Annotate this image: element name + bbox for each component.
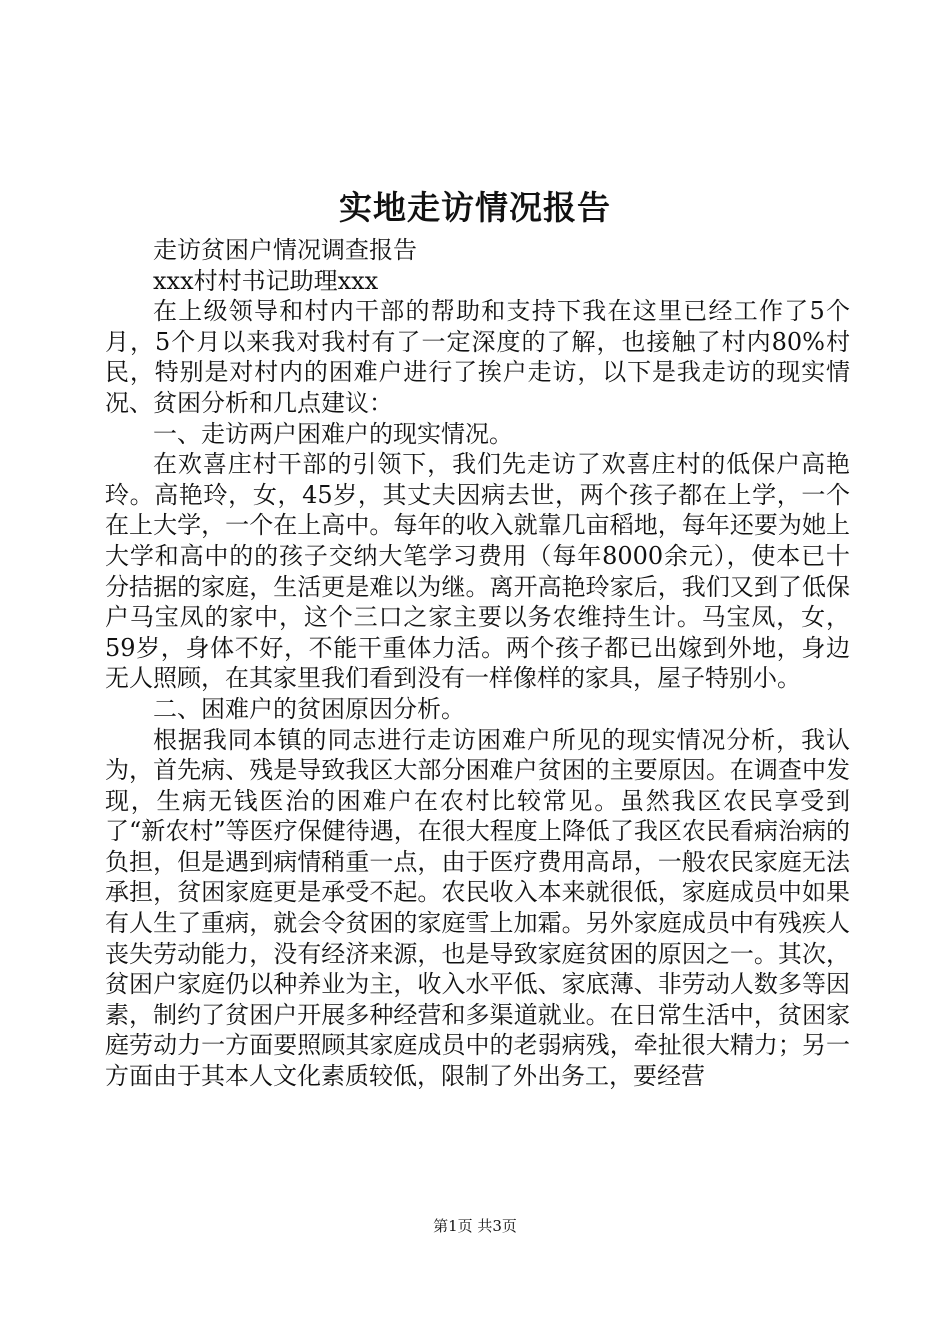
document-title: 实地走访情况报告	[339, 188, 611, 227]
body-paragraph: 在欢喜庄村干部的引领下，我们先走访了欢喜庄村的低保户高艳玲。高艳玲，女，45岁，其丈夫因病去世，两个孩子都在上学，一个在上大学，一个在上高中。每年的收入就靠几亩稻地，每年还要为她上大学和高中的的孩子交纳大笔学习费用（每年8000余元），使本已十分拮据的家庭，生活更是难以为继。离开高艳玲家后，我们又到了低保户马宝凤的家中，这个三口之家主要以务农维持生计。马宝凤，女，59岁，身体不好，不能干重体力活。两个孩子都已出嫁到外地，身边无人照顾，在其家里我们看到没有一样像样的家具，屋子特别小。	[105, 450, 850, 693]
report-subtitle: 走访贫困户情况调查报告	[153, 236, 417, 264]
section-heading: 二、困难户的贫困原因分析。	[153, 694, 465, 723]
document-body	[105, 235, 850, 1092]
page-number: 第1页 共3页	[433, 1217, 517, 1235]
body-paragraph: 在上级领导和村内干部的帮助和支持下我在这里已经工作了5个月，5个月以来我对我村有了一定深度的了解，也接触了村内80%村民，特别是对村内的困难户进行了挨户走访，以下是我走访的现实情况、贫困分析和几点建议：	[105, 297, 850, 417]
section-heading: 一、走访两户困难户的现实情况。	[153, 419, 513, 448]
author-line: xxx村村书记助理xxx	[153, 266, 379, 295]
body-paragraph: 根据我同本镇的同志进行走访困难户所见的现实情况分析，我认为，首先病、残是导致我区大部分困难户贫困的主要原因。在调查中发现，生病无钱医治的困难户在农村比较常见。虽然我区农民享受到了“新农村”等医疗保健待遇，在很大程度上降低了我区农民看病治病的负担，但是遇到病情稍重一点，由于医疗费用高昂，一般农民家庭无法承担，贫困家庭更是承受不起。农民收入本来就很低，家庭成员中如果有人生了重病，就会令贫困的家庭雪上加霜。另外家庭成员中有残疾人丧失劳动能力，没有经济来源，也是导致家庭贫困的原因之一。其次，贫困户家庭仍以种养业为主，收入水平低、家底薄、非劳动人数多等因素，制约了贫困户开展多种经营和多渠道就业。在日常生活中，贫困家庭劳动力一方面要照顾其家庭成员中的老弱病残，牵扯很大精力；另一方面由于其本人文化素质较低，限制了外出务工，要经营	[105, 725, 850, 1091]
